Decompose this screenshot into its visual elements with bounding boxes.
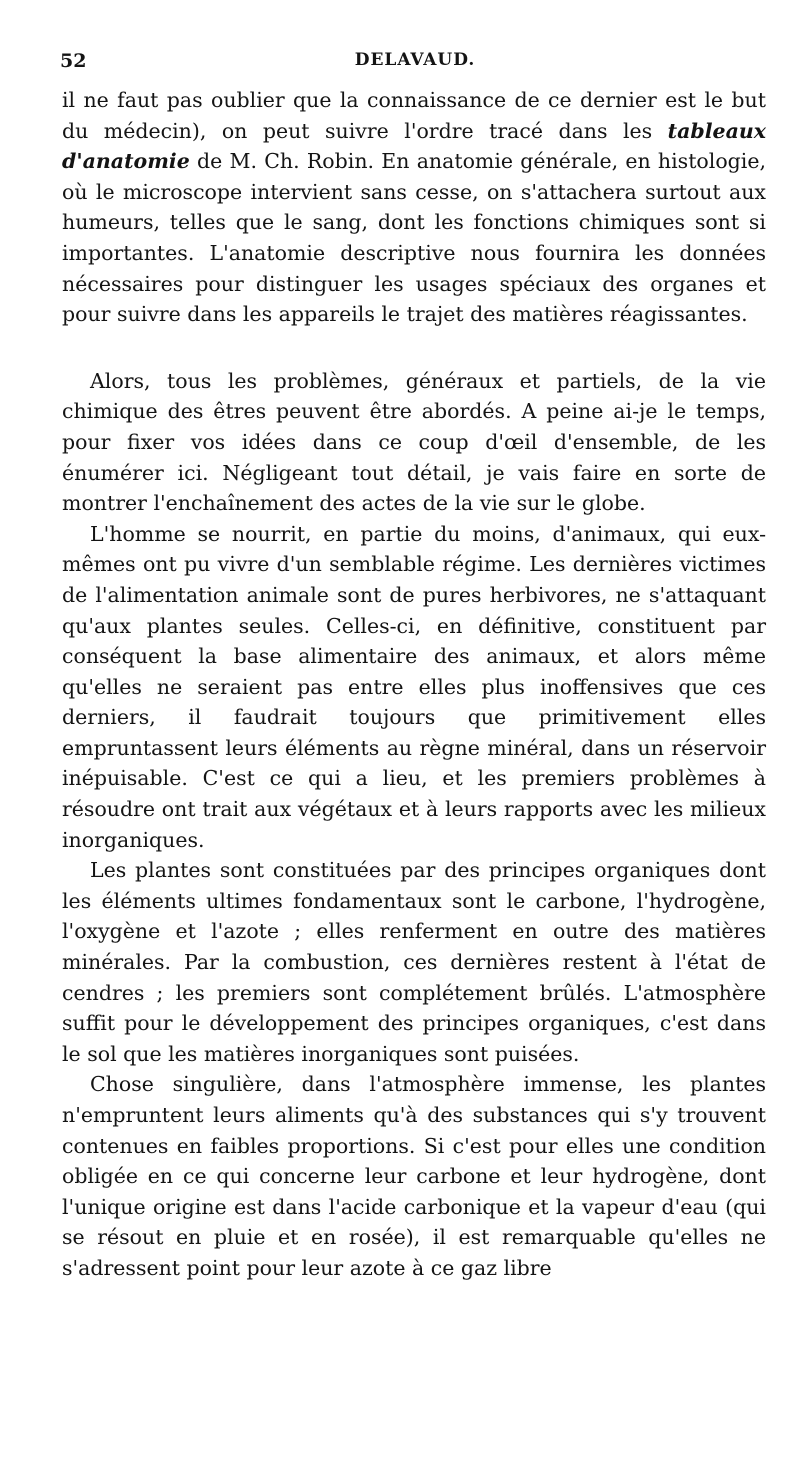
paragraph-4: Les plantes sont constituées par des principes organiques dont les éléments ultimes fondamentaux sont le carbone, l'hydrogène, l'oxygène et l'azote ; elles renferment en outre des matières minérales. Par la combustion, ces dernières restent à l'état de cendres ; les premiers sont complétement brûlés. L'atmosphère suffit pour le développement des principes organiques, c'est dans le sol que les matières inorganiques sont puisées. [62,858,766,1066]
paragraph-2: Alors, tous les problèmes, généraux et partiels, de la vie chimique des êtres peuvent être abordés. A peine ai-je le temps, pour fixer vos idées dans ce coup d'œil d'ensemble, de les énumérer ici. Négligeant tout détail, je vais faire en sorte de montrer l'enchaînement des actes de la vie sur le globe. [62,368,766,516]
paragraph-3: L'homme se nourrit, en partie du moins, d'animaux, qui eux-mêmes ont pu vivre d'un semblable régime. Les dernières victimes de l'alimentation animale sont de pures herbivores, ne s'attaquant qu'aux plantes seules. Celles-ci, en définitive, constituent par conséquent la base alimentaire des animaux, et alors même qu'elles ne seraient pas entre elles plus inoffensives que ces derniers, il faudrait toujours que primitivement elles empruntassent leurs éléments au règne minéral, dans un réservoir inépuisable. C'est ce qui a lieu, et les premiers problèmes à résoudre ont trait aux végétaux et à leurs rapports avec les milieux inorganiques. [62,521,766,852]
page-number: 52 [60,50,87,72]
page-header [60,50,770,80]
italic-reference: tableaux d'anatomie [62,118,766,174]
paragraph-1 [62,85,766,330]
paragraph-1-text-end: de M. Ch. Robin. En anatomie générale, en histologie, où le microscope intervient sans cesse, on s'attachera surtout aux humeurs, telles que le sang, dont les fonctions chimiques sont si importantes. L'anatomie descriptive nous fournira les données nécessaires pour distinguer les usages spéciaux des organes et pour suivre dans les appareils le trajet des matières réagissantes. [62,149,766,327]
paragraph-1-text-start: il ne faut pas oublier que la connaissance de ce dernier est le but du médecin), on peut suivre l'ordre tracé dans les [62,88,766,143]
paragraph-5: Chose singulière, dans l'atmosphère immense, les plantes n'empruntent leurs aliments qu'à des substances qui s'y trouvent contenues en faibles proportions. Si c'est pour elles une condition obligée en ce qui concerne leur carbone et leur hydrogène, dont l'unique origine est dans l'acide carbonique et la vapeur d'eau (qui se résout en pluie et en rosée), il est remarquable qu'elles ne s'adressent point pour leur azote à ce gaz libre [62,1072,766,1280]
running-title: DELAVAUD. [354,50,476,70]
body-text [62,85,766,1284]
